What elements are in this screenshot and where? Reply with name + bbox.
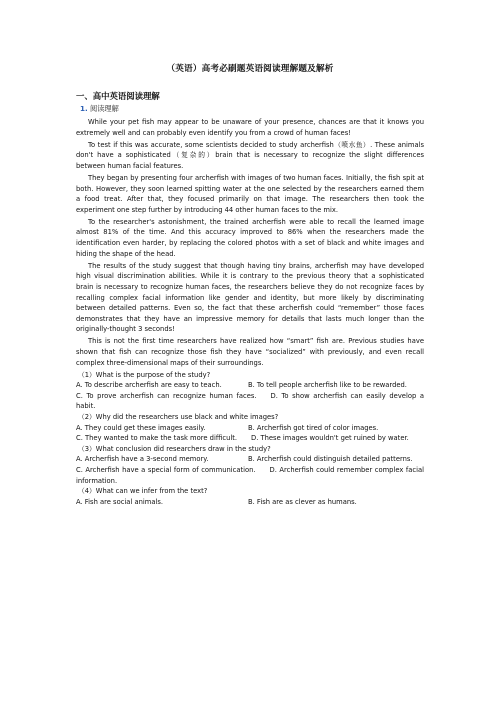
question-2-options-ab bbox=[76, 423, 424, 434]
question-3-option-d: D. Archerfish could remember complex facial information. bbox=[76, 466, 424, 485]
passage-paragraph-3: They began by presenting four archerfish with images of two human faces. Initially, the fish spit at both. However, they soon learned spitting water at the one selected by the researchers earned them a food treat. After that, they focused primarily on that image. The researchers then took the experiment one step further by introducing 44 other human faces to the mix. bbox=[76, 173, 424, 214]
sub-heading-number: 1. bbox=[80, 104, 88, 113]
question-1-options-cd bbox=[76, 391, 424, 412]
sub-heading-label: 阅读理解 bbox=[90, 104, 119, 113]
question-3-option-b: B. Archerfish could distinguish detailed patterns. bbox=[248, 455, 413, 464]
question-3-title: （3）What conclusion did researchers draw in the study? bbox=[78, 444, 271, 453]
passage-paragraph-4: To the researcher's astonishment, the trained archerfish were able to recall the learned image almost 81% of the time. And this accuracy improved to 86% when the researchers made the identification even harder, by replacing the colored photos with a set of black and white images and hiding the shape of the head. bbox=[76, 217, 424, 258]
question-2-option-d: D. These images wouldn't get ruined by water. bbox=[251, 434, 409, 443]
question-4-option-b: B. Fish are as clever as humans. bbox=[248, 497, 357, 506]
question-4-options-ab bbox=[76, 497, 424, 508]
passage-paragraph-1: While your pet fish may appear to be unaware of your presence, chances are that it knows you extremely well and can probably even identify you from a crowd of human faces! bbox=[76, 118, 424, 137]
question-2-option-b: B. Archerfish got tired of color images. bbox=[248, 423, 379, 432]
question-3-options-ab bbox=[76, 454, 424, 465]
question-1-option-b: B. To tell people archerfish like to be rewarded. bbox=[248, 381, 407, 390]
question-2-option-c: C. They wanted to make the task more difficult. bbox=[76, 434, 238, 443]
passage-paragraph-5: The results of the study suggest that though having tiny brains, archerfish may have developed high visual discrimination abilities. While it is contrary to the previous theory that a sophisticated brain is necessary to recognize human faces, the researchers believe they do not recognize faces by recalling complex facial information like gender and identity, but more likely by discriminating between detailed patterns. Even so, the fact that these archerfish could “remember” those faces demonstrates that they have an impressive memory for details that lasts much longer than the originally-thought 3 seconds! bbox=[76, 261, 424, 334]
section-heading: 一、高中英语阅读理解 bbox=[76, 91, 160, 101]
question-1-option-d: D. To show archerfish can easily develop a habit. bbox=[76, 391, 424, 411]
question-3-option-c: C. Archerfish have a special form of communication. bbox=[76, 466, 256, 474]
question-1-options-ab bbox=[76, 380, 424, 391]
question-2-options-cd bbox=[76, 433, 424, 444]
question-4-title: （4）What can we infer from the text? bbox=[78, 487, 208, 496]
question-2-option-a: A. They could get these images easily. bbox=[76, 423, 206, 432]
question-3-option-a: A. Archerfish have a 3-second memory. bbox=[76, 455, 209, 464]
passage-paragraph-6: This is not the first time researchers have realized how “smart” fish are. Previous studies have shown that fish can recognize those fish they have “socialized” with previously, and even recall complex three-dimensional maps of their surroundings. bbox=[76, 337, 424, 367]
question-3-options-cd bbox=[76, 465, 424, 486]
question-1-title: （1）What is the purpose of the study? bbox=[78, 370, 211, 379]
question-1-option-a: A. To describe archerfish are easy to teach. bbox=[76, 381, 222, 390]
question-2-title: （2）Why did the researchers use black and white images? bbox=[78, 413, 279, 422]
passage-paragraph-2: To test if this was accurate, some scientists decided to study archerfish（喷水鱼）. These animals don't have a sophisticated（复杂的）brain that is necessary to recognize the slight differences between human facial features. bbox=[76, 140, 424, 170]
document-title: （英语）高考必刷题英语阅读理解题及解析 bbox=[166, 64, 334, 74]
sub-heading bbox=[80, 104, 424, 114]
question-4-option-a: A. Fish are social animals. bbox=[76, 497, 163, 506]
question-1-option-c: C. To prove archerfish can recognize human faces. bbox=[76, 391, 257, 400]
